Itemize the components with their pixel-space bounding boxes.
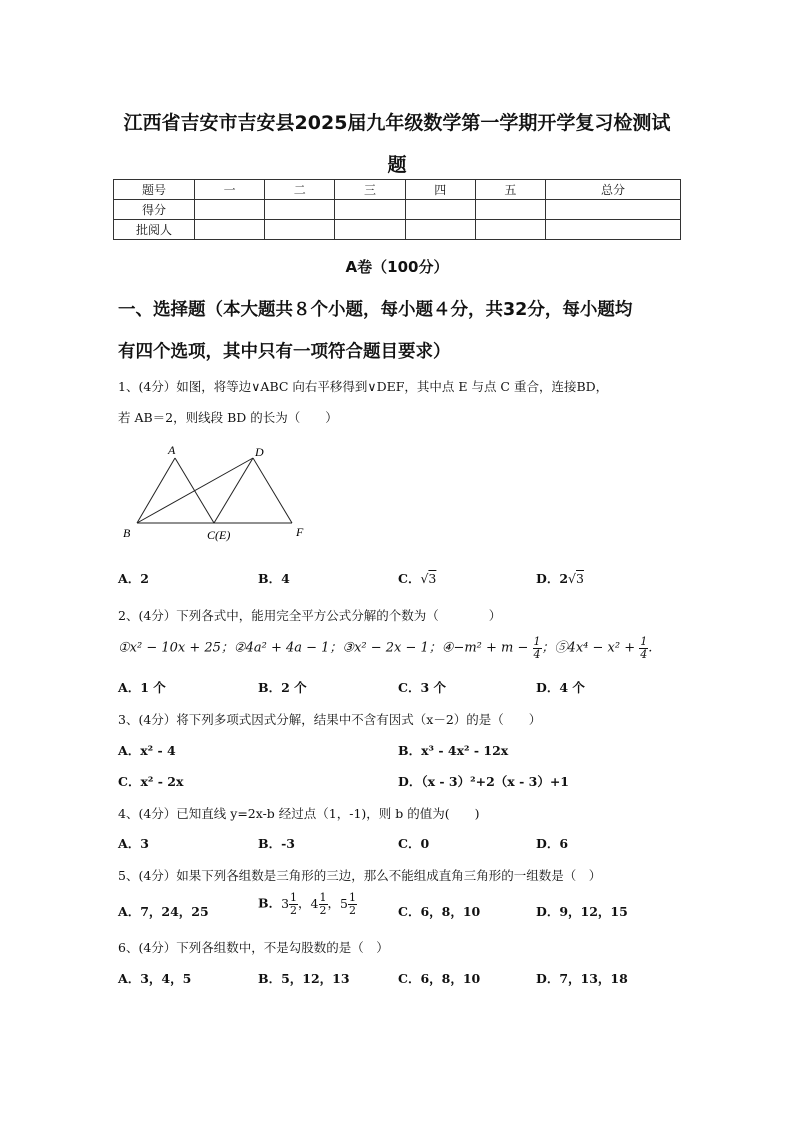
q1-stem-line1: 1、(4分）如图，将等边∨ABC 向右平移得到∨DEF，其中点 E 与点 C 重合，连接BD， bbox=[118, 379, 609, 394]
q1-option-d[interactable]: D．2√3 bbox=[536, 571, 584, 586]
q2-stem: 2、(4分）下列各式中，能用完全平方公式分解的个数为（ ） bbox=[118, 608, 502, 623]
edge-BA bbox=[137, 458, 175, 523]
reviewer-cell bbox=[546, 220, 681, 240]
fraction-denominator: 2 bbox=[319, 903, 327, 917]
q1-option-d-prefix: D．2 bbox=[536, 571, 569, 586]
q2-fraction-1 bbox=[533, 636, 542, 660]
q1-option-c[interactable]: C．√3 bbox=[398, 571, 437, 586]
q5-option-b[interactable] bbox=[258, 892, 357, 916]
mixed-fraction bbox=[319, 892, 328, 916]
q2-expr-part2: ；⑤4x⁴ − x² + bbox=[541, 640, 636, 656]
mixed-whole: 4 bbox=[310, 895, 319, 911]
mixed-fraction bbox=[289, 892, 298, 916]
score-cell bbox=[335, 200, 405, 220]
q3-stem: 3、(4分）将下列多项式因式分解，结果中不含有因式（x－2）的是（ ） bbox=[118, 712, 542, 727]
edge-ED bbox=[214, 458, 253, 523]
q2-option-d[interactable]: D．4 个 bbox=[536, 680, 585, 695]
label-D: D bbox=[255, 445, 264, 459]
exam-title-line1: 江西省吉安市吉安县2025届九年级数学第一学期开学复习检测试 bbox=[123, 112, 671, 134]
section1-heading-line2: 有四个选项，其中只有一项符合题目要求） bbox=[118, 342, 451, 362]
q1-option-a[interactable]: A．2 bbox=[118, 571, 149, 586]
score-table bbox=[113, 179, 681, 240]
q2-expressions bbox=[118, 636, 652, 660]
label-A: A bbox=[168, 443, 176, 457]
q3-option-c[interactable]: C．x² - 2x bbox=[118, 774, 184, 789]
q1-triangle-figure bbox=[118, 440, 328, 550]
q4-option-b[interactable]: B．-3 bbox=[258, 836, 295, 851]
score-header-cell: 一 bbox=[195, 180, 265, 200]
q1-option-c-prefix: C． bbox=[398, 571, 421, 586]
label-CE: C(E) bbox=[207, 528, 231, 542]
q2-fraction-2 bbox=[639, 636, 648, 660]
score-cell bbox=[475, 200, 545, 220]
exam-title-line2: 题 bbox=[387, 154, 407, 176]
mixed-fraction bbox=[348, 892, 357, 916]
q6-option-c[interactable]: C．6，8，10 bbox=[398, 971, 481, 986]
volume-label: A卷（100分） bbox=[345, 258, 449, 276]
fraction-denominator: 4 bbox=[640, 647, 648, 661]
reviewer-cell bbox=[335, 220, 405, 240]
label-F: F bbox=[296, 525, 304, 539]
q1-stem-line2: 若 AB＝2，则线段 BD 的长为（ ） bbox=[118, 410, 338, 425]
q4-option-c[interactable]: C．0 bbox=[398, 836, 430, 851]
score-header-cell: 总分 bbox=[546, 180, 681, 200]
fraction-denominator: 2 bbox=[348, 903, 356, 917]
q2-option-c[interactable]: C．3 个 bbox=[398, 680, 446, 695]
q2-expr-end: . bbox=[648, 640, 653, 656]
fraction-denominator: 4 bbox=[533, 647, 541, 661]
fraction-numerator: 1 bbox=[319, 891, 327, 904]
fraction-denominator: 2 bbox=[290, 903, 298, 917]
q5-option-c[interactable]: C．6，8，10 bbox=[398, 904, 481, 919]
reviewer-cell bbox=[265, 220, 335, 240]
q5-stem: 5、(4分）如果下列各组数是三角形的三边，那么不能组成直角三角形的一组数是（ ） bbox=[118, 868, 602, 883]
q6-stem: 6、(4分）下列各组数中，不是勾股数的是（ ） bbox=[118, 940, 389, 955]
section1-heading-line1: 一、选择题（本大题共８个小题，每小题４分，共32分，每小题均 bbox=[118, 300, 633, 320]
reviewer-cell bbox=[195, 220, 265, 240]
fraction-numerator: 1 bbox=[533, 635, 541, 648]
score-cell bbox=[405, 200, 475, 220]
q6-option-a[interactable]: A．3，4，5 bbox=[118, 971, 192, 986]
fraction-numerator: 1 bbox=[348, 891, 356, 904]
reviewer-row bbox=[114, 220, 681, 240]
q4-option-d[interactable]: D．6 bbox=[536, 836, 569, 851]
separator: ， bbox=[327, 895, 341, 911]
score-cell bbox=[265, 200, 335, 220]
edge-DF bbox=[253, 458, 292, 523]
q5-option-b-prefix: B． bbox=[258, 895, 282, 911]
q5-option-d[interactable]: D．9，12，15 bbox=[536, 904, 628, 919]
segment-BD bbox=[137, 458, 253, 523]
q3-option-b[interactable]: B．x³ - 4x² - 12x bbox=[398, 743, 509, 758]
q1-option-c-radicand: 3 bbox=[428, 571, 437, 586]
score-header-cell: 四 bbox=[405, 180, 475, 200]
q6-option-b[interactable]: B．5，12，13 bbox=[258, 971, 350, 986]
q1-option-b[interactable]: B．4 bbox=[258, 571, 290, 586]
reviewer-cell bbox=[475, 220, 545, 240]
q1-option-d-radicand: 3 bbox=[576, 571, 584, 586]
fraction-numerator: 1 bbox=[290, 891, 298, 904]
q5-option-a[interactable]: A．7，24，25 bbox=[118, 904, 209, 919]
mixed-number bbox=[340, 891, 357, 917]
score-cell bbox=[195, 200, 265, 220]
q3-option-d[interactable]: D．（x - 3）²+2（x - 3）+1 bbox=[398, 774, 569, 789]
separator: ， bbox=[298, 895, 311, 911]
score-row bbox=[114, 200, 681, 220]
label-B: B bbox=[123, 526, 131, 540]
q2-option-b[interactable]: B．2 个 bbox=[258, 680, 307, 695]
q2-expr-part1: ①x² − 10x + 25；②4a² + 4a − 1；③x² − 2x − 1；④−m² + m − bbox=[118, 640, 529, 656]
mixed-number bbox=[310, 891, 328, 917]
q6-option-d[interactable]: D．7，13，18 bbox=[536, 971, 628, 986]
score-header-cell: 五 bbox=[475, 180, 545, 200]
mixed-whole: 3 bbox=[281, 895, 290, 911]
q2-option-a[interactable]: A．1 个 bbox=[118, 680, 166, 695]
score-cell bbox=[546, 200, 681, 220]
reviewer-cell bbox=[405, 220, 475, 240]
q4-stem: 4、(4分）已知直线 y=2x-b 经过点（1，-1)，则 b 的值为( ) bbox=[118, 806, 480, 821]
reviewer-row-label: 批阅人 bbox=[114, 220, 195, 240]
fraction-numerator: 1 bbox=[640, 635, 648, 648]
score-table-header-row bbox=[114, 180, 681, 200]
mixed-whole: 5 bbox=[340, 895, 348, 911]
q4-option-a[interactable]: A．3 bbox=[118, 836, 149, 851]
score-header-cell: 题号 bbox=[114, 180, 195, 200]
mixed-number bbox=[281, 891, 298, 917]
score-header-cell: 二 bbox=[265, 180, 335, 200]
score-header-cell: 三 bbox=[335, 180, 405, 200]
q3-option-a[interactable]: A．x² - 4 bbox=[118, 743, 176, 758]
score-row-label: 得分 bbox=[114, 200, 195, 220]
